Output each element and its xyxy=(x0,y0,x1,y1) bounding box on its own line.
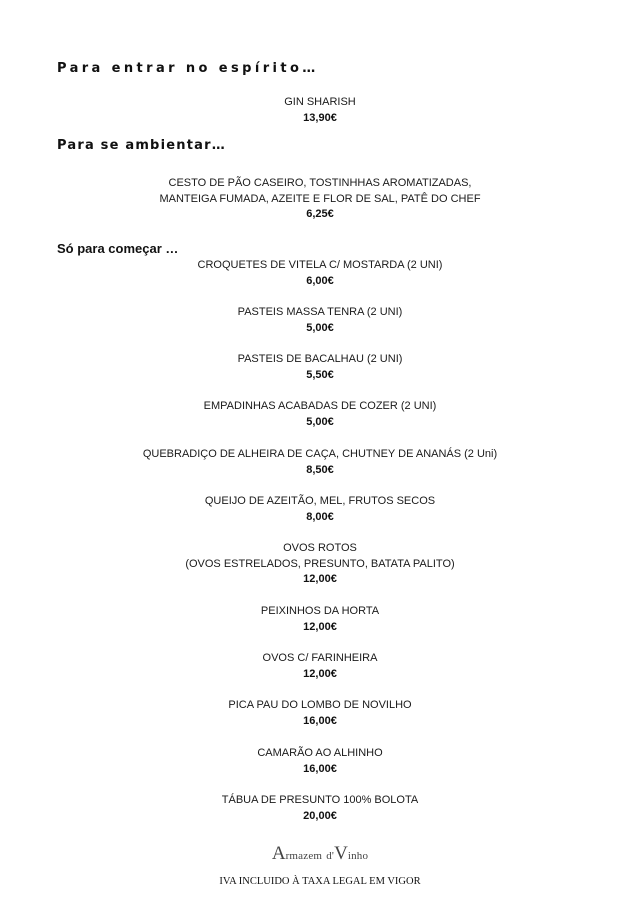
menu-item xyxy=(0,541,640,588)
item-name: PEIXINHOS DA HORTA xyxy=(260,605,380,617)
item-name: PICA PAU DO LOMBO DE NOVILHO xyxy=(228,699,412,711)
menu-item xyxy=(0,651,640,682)
item-name: CAMARÃO AO ALHINHO xyxy=(257,747,383,759)
logo-text-inho: inho xyxy=(347,850,369,862)
item-price: 6,25€ xyxy=(306,208,334,220)
vat-footer-note: IVA INCLUIDO À TAXA LEGAL EM VIGOR xyxy=(219,876,421,887)
item-name: QUEIJO DE AZEITÃO, MEL, FRUTOS SECOS xyxy=(204,495,436,507)
item-price: 5,00€ xyxy=(306,415,334,428)
item-price: 13,90€ xyxy=(303,111,337,124)
item-name-line-2: (OVOS ESTRELADOS, PRESUNTO, BATATA PALITO) xyxy=(185,557,455,570)
menu-item xyxy=(0,698,640,729)
menu-item xyxy=(0,746,640,777)
item-price: 8,50€ xyxy=(306,463,334,476)
menu-item xyxy=(0,176,640,223)
menu-item xyxy=(0,399,640,430)
section-title-comecar: Só para começar … xyxy=(57,241,179,256)
logo-letter-v: V xyxy=(334,843,348,864)
item-price: 8,00€ xyxy=(306,510,334,523)
item-name-line-1: CESTO DE PÃO CASEIRO, TOSTINHHAS AROMATIZADAS, xyxy=(168,177,472,189)
item-name: PASTEIS DE BACALHAU (2 UNI) xyxy=(237,353,403,365)
logo-letter-a: A xyxy=(271,843,286,864)
item-price: 16,00€ xyxy=(303,714,337,727)
item-price: 6,00€ xyxy=(306,274,334,287)
item-name: QUEBRADIÇO DE ALHEIRA DE CAÇA, CHUTNEY DE ANANÁS (2 Uni) xyxy=(142,448,498,460)
section-title-ambientar: Para se ambientar… xyxy=(57,138,226,153)
logo-text-rmazem: rmazem xyxy=(285,850,323,862)
item-price: 20,00€ xyxy=(303,809,337,822)
item-price: 5,00€ xyxy=(306,321,334,334)
menu-item xyxy=(0,305,640,336)
item-name: OVOS C/ FARINHEIRA xyxy=(262,652,378,664)
item-name: GIN SHARISH xyxy=(284,96,356,108)
item-price: 16,00€ xyxy=(303,762,337,775)
menu-item xyxy=(0,604,640,635)
menu-item xyxy=(0,447,640,478)
item-price: 5,50€ xyxy=(306,368,334,381)
item-name-line-2: MANTEIGA FUMADA, AZEITE E FLOR DE SAL, PATÊ DO CHEF xyxy=(159,192,481,205)
item-name: TÁBUA DE PRESUNTO 100% BOLOTA xyxy=(221,794,419,806)
logo-text-d: d' xyxy=(326,850,335,862)
section-title-espirito: Para entrar no espírito… xyxy=(57,61,319,76)
restaurant-logo xyxy=(0,843,640,865)
item-price: 12,00€ xyxy=(303,667,337,680)
item-price: 12,00€ xyxy=(303,620,337,633)
menu-item xyxy=(0,258,640,289)
menu-item xyxy=(0,494,640,525)
menu-item xyxy=(0,95,640,126)
item-name: CROQUETES DE VITELA C/ MOSTARDA (2 UNI) xyxy=(197,259,443,271)
item-name: PASTEIS MASSA TENRA (2 UNI) xyxy=(237,306,403,318)
item-name-line-1: OVOS ROTOS xyxy=(283,542,357,554)
menu-item xyxy=(0,793,640,824)
menu-item xyxy=(0,352,640,383)
item-price: 12,00€ xyxy=(303,573,337,585)
item-name: EMPADINHAS ACABADAS DE COZER (2 UNI) xyxy=(203,400,437,412)
